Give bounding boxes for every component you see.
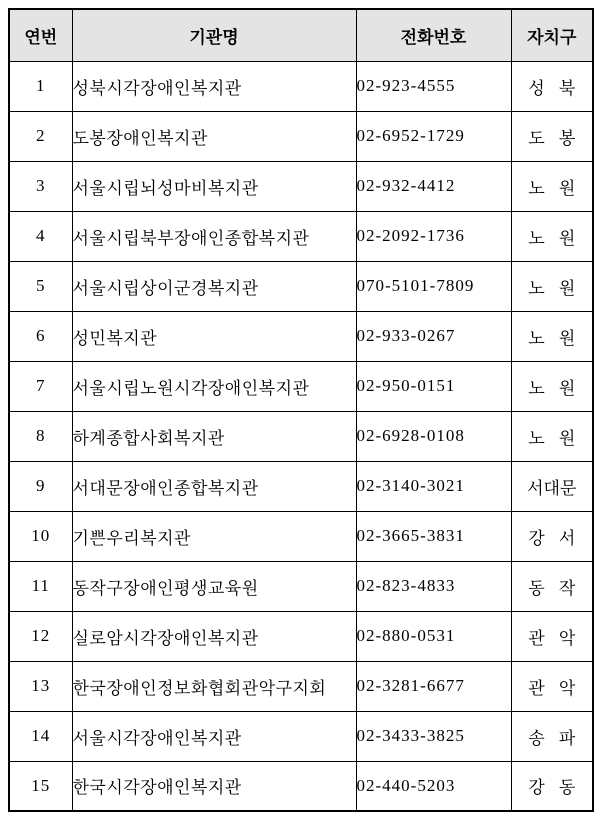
- table-row: [9, 111, 593, 161]
- table-row: [9, 261, 593, 311]
- cell-name: 도봉장애인복지관: [72, 111, 356, 161]
- cell-district: 동 작: [511, 561, 593, 611]
- cell-phone: 070-5101-7809: [356, 261, 511, 311]
- cell-no: 9: [9, 461, 72, 511]
- cell-district: 성 북: [511, 61, 593, 111]
- cell-no: 2: [9, 111, 72, 161]
- cell-phone: 02-3433-3825: [356, 711, 511, 761]
- cell-no: 13: [9, 661, 72, 711]
- cell-district: 강 서: [511, 511, 593, 561]
- table-row: [9, 361, 593, 411]
- cell-district: 노 원: [511, 261, 593, 311]
- cell-name: 서대문장애인종합복지관: [72, 461, 356, 511]
- header-row: [9, 9, 593, 61]
- cell-name: 서울시립노원시각장애인복지관: [72, 361, 356, 411]
- cell-name: 하계종합사회복지관: [72, 411, 356, 461]
- cell-district: 노 원: [511, 211, 593, 261]
- col-header-phone: 전화번호: [356, 9, 511, 61]
- cell-district: 관 악: [511, 661, 593, 711]
- table-body: [9, 61, 593, 811]
- directory-table: [8, 8, 594, 812]
- cell-phone: 02-6928-0108: [356, 411, 511, 461]
- cell-no: 14: [9, 711, 72, 761]
- cell-no: 11: [9, 561, 72, 611]
- cell-name: 성북시각장애인복지관: [72, 61, 356, 111]
- col-header-district: 자치구: [511, 9, 593, 61]
- col-header-no: 연번: [9, 9, 72, 61]
- cell-district: 노 원: [511, 411, 593, 461]
- table-row: [9, 611, 593, 661]
- cell-phone: 02-932-4412: [356, 161, 511, 211]
- cell-no: 10: [9, 511, 72, 561]
- cell-name: 기쁜우리복지관: [72, 511, 356, 561]
- cell-district: 강 동: [511, 761, 593, 811]
- table-row: [9, 311, 593, 361]
- cell-phone: 02-3281-6677: [356, 661, 511, 711]
- cell-phone: 02-6952-1729: [356, 111, 511, 161]
- cell-no: 5: [9, 261, 72, 311]
- cell-district: 도 봉: [511, 111, 593, 161]
- cell-phone: 02-823-4833: [356, 561, 511, 611]
- cell-name: 동작구장애인평생교육원: [72, 561, 356, 611]
- cell-name: 서울시각장애인복지관: [72, 711, 356, 761]
- table-row: [9, 561, 593, 611]
- table-row: [9, 161, 593, 211]
- cell-no: 8: [9, 411, 72, 461]
- cell-no: 6: [9, 311, 72, 361]
- cell-name: 서울시립상이군경복지관: [72, 261, 356, 311]
- table-row: [9, 411, 593, 461]
- cell-district: 노 원: [511, 161, 593, 211]
- table-row: [9, 61, 593, 111]
- cell-phone: 02-950-0151: [356, 361, 511, 411]
- cell-no: 7: [9, 361, 72, 411]
- cell-name: 성민복지관: [72, 311, 356, 361]
- cell-district: 노 원: [511, 311, 593, 361]
- cell-district: 관 악: [511, 611, 593, 661]
- cell-district: 서대문: [511, 461, 593, 511]
- cell-name: 한국장애인정보화협회관악구지회: [72, 661, 356, 711]
- cell-name: 한국시각장애인복지관: [72, 761, 356, 811]
- table-row: [9, 461, 593, 511]
- cell-no: 1: [9, 61, 72, 111]
- table-header: [9, 9, 593, 61]
- cell-phone: 02-923-4555: [356, 61, 511, 111]
- col-header-name: 기관명: [72, 9, 356, 61]
- cell-district: 송 파: [511, 711, 593, 761]
- cell-name: 서울시립뇌성마비복지관: [72, 161, 356, 211]
- cell-name: 서울시립북부장애인종합복지관: [72, 211, 356, 261]
- table-row: [9, 661, 593, 711]
- cell-district: 노 원: [511, 361, 593, 411]
- cell-no: 12: [9, 611, 72, 661]
- cell-no: 4: [9, 211, 72, 261]
- cell-phone: 02-3140-3021: [356, 461, 511, 511]
- cell-no: 3: [9, 161, 72, 211]
- table-row: [9, 211, 593, 261]
- cell-phone: 02-933-0267: [356, 311, 511, 361]
- cell-name: 실로암시각장애인복지관: [72, 611, 356, 661]
- table-row: [9, 711, 593, 761]
- cell-phone: 02-3665-3831: [356, 511, 511, 561]
- cell-no: 15: [9, 761, 72, 811]
- table-row: [9, 761, 593, 811]
- cell-phone: 02-880-0531: [356, 611, 511, 661]
- table-row: [9, 511, 593, 561]
- cell-phone: 02-440-5203: [356, 761, 511, 811]
- cell-phone: 02-2092-1736: [356, 211, 511, 261]
